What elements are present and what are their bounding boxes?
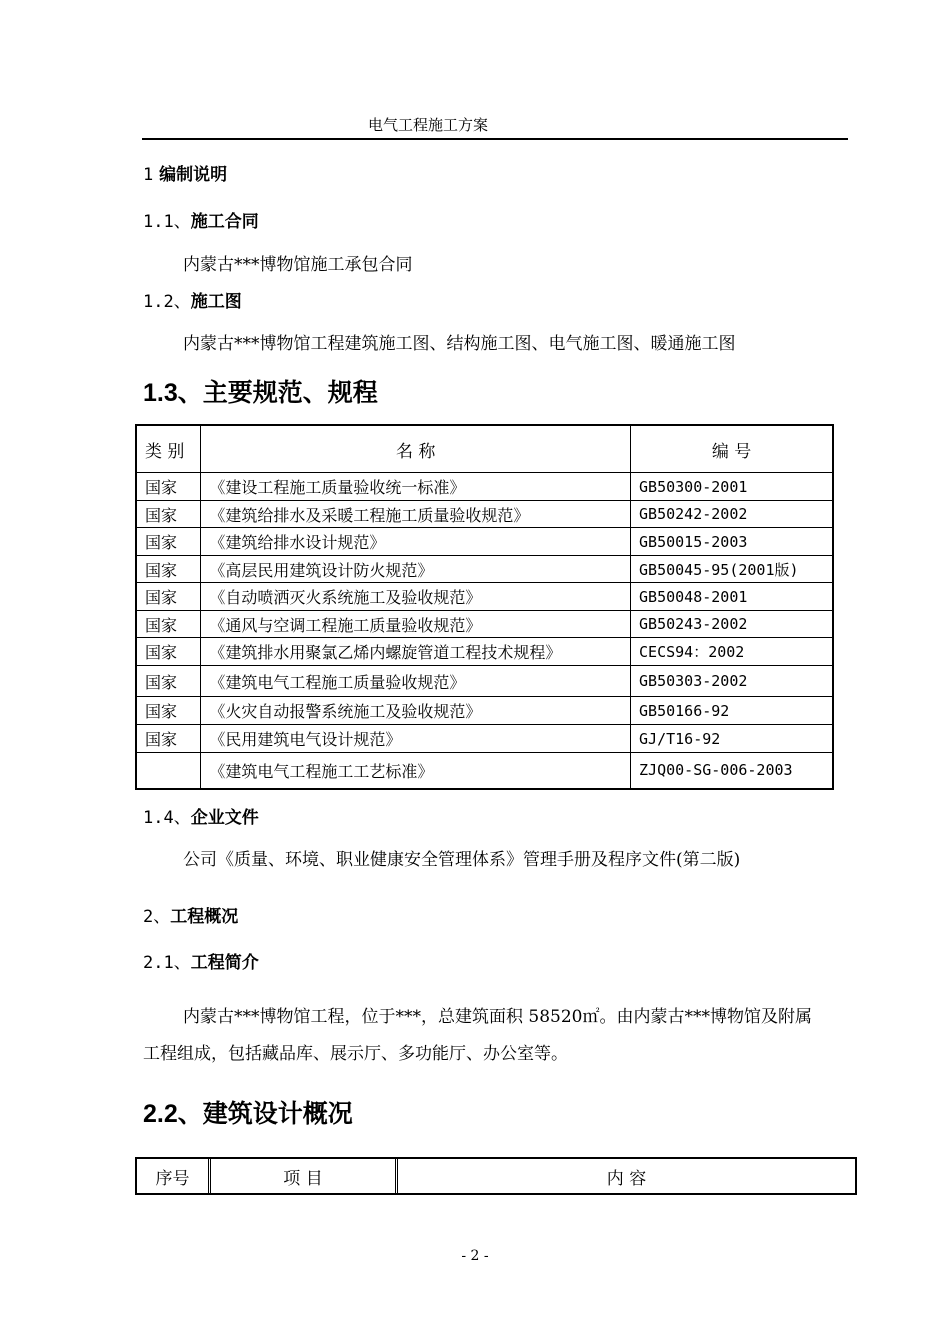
section-1-1-heading: 1.1、施工合同	[143, 212, 259, 232]
row-name: 《通风与空调工程施工质量验收规范》	[201, 611, 631, 638]
section-1-1-body: 内蒙古***博物馆施工承包合同	[183, 255, 413, 275]
row-code: GB50242-2002	[631, 501, 833, 528]
row-code: GB50166-92	[631, 697, 833, 725]
section-2-heading: 2、工程概况	[143, 907, 239, 927]
row-category: 国家	[136, 611, 201, 638]
table-row	[136, 666, 833, 697]
row-category	[136, 753, 201, 789]
row-code: ZJQ00-SG-006-2003	[631, 753, 833, 789]
row-name: 《高层民用建筑设计防火规范》	[201, 556, 631, 583]
section-2-1-body-line2: 工程组成，包括藏品库、展示厅、多功能厅、办公室等。	[143, 1044, 568, 1064]
architecture-table	[135, 1157, 857, 1195]
architecture-table-header	[137, 1159, 855, 1193]
row-category: 国家	[136, 638, 201, 666]
table-row	[136, 583, 833, 611]
table-row	[136, 611, 833, 638]
row-name: 《建筑电气工程施工质量验收规范》	[201, 666, 631, 697]
row-name: 《建筑排水用聚氯乙烯内螺旋管道工程技术规程》	[201, 638, 631, 666]
row-category: 国家	[136, 666, 201, 697]
section-1-3-heading: 1.3、主要规范、规程	[143, 379, 378, 407]
row-code: GB50015-2003	[631, 528, 833, 556]
row-code: CECS94：2002	[631, 638, 833, 666]
header-rule	[142, 138, 848, 140]
table-row	[136, 501, 833, 528]
row-category: 国家	[136, 556, 201, 583]
row-name: 《建筑给排水及采暖工程施工质量验收规范》	[201, 501, 631, 528]
row-code: GB50243-2002	[631, 611, 833, 638]
row-name: 《建筑电气工程施工工艺标准》	[201, 753, 631, 789]
table-row	[136, 638, 833, 666]
section-1-2-body: 内蒙古***博物馆工程建筑施工图、结构施工图、电气施工图、暖通施工图	[183, 334, 736, 354]
section-2-1-heading: 2.1、工程简介	[143, 953, 259, 973]
header-content: 内 容	[395, 1159, 855, 1193]
section-1-2-heading: 1.2、施工图	[143, 292, 242, 312]
row-name: 《建筑给排水设计规范》	[201, 528, 631, 556]
header-code: 编 号	[631, 425, 833, 473]
row-code: GJ/T16-92	[631, 725, 833, 753]
row-code: GB50303-2002	[631, 666, 833, 697]
header-name: 名 称	[201, 425, 631, 473]
row-category: 国家	[136, 528, 201, 556]
row-category: 国家	[136, 501, 201, 528]
header-item: 项 目	[208, 1159, 395, 1193]
page-number: - 2 -	[461, 1248, 489, 1264]
row-name: 《建设工程施工质量验收统一标准》	[201, 473, 631, 501]
row-code: GB50300-2001	[631, 473, 833, 501]
row-code: GB50045-95(2001版)	[631, 556, 833, 583]
header-category: 类 别	[136, 425, 201, 473]
table-row	[136, 697, 833, 725]
row-category: 国家	[136, 697, 201, 725]
header-seq: 序号	[155, 1168, 190, 1189]
section-2-1-body-line1: 内蒙古***博物馆工程，位于***，总建筑面积 58520㎡。由内蒙古***博物馆及附属	[183, 1007, 812, 1027]
page-header-title: 电气工程施工方案	[368, 116, 489, 134]
table-row	[136, 725, 833, 753]
row-name: 《自动喷洒灭火系统施工及验收规范》	[201, 583, 631, 611]
table-row	[136, 528, 833, 556]
row-category: 国家	[136, 583, 201, 611]
row-category: 国家	[136, 725, 201, 753]
standards-table	[135, 424, 834, 790]
table-row	[136, 753, 833, 789]
section-1-heading: 1 编制说明	[143, 165, 228, 185]
row-name: 《火灾自动报警系统施工及验收规范》	[201, 697, 631, 725]
table-row	[136, 556, 833, 583]
standards-table-header	[136, 425, 833, 473]
row-category: 国家	[136, 473, 201, 501]
section-1-4-heading: 1.4、企业文件	[143, 808, 259, 828]
table-row	[136, 473, 833, 501]
row-name: 《民用建筑电气设计规范》	[201, 725, 631, 753]
section-1-4-body: 公司《质量、环境、职业健康安全管理体系》管理手册及程序文件(第二版)	[183, 850, 741, 870]
section-2-2-heading: 2.2、建筑设计概况	[143, 1100, 353, 1128]
row-code: GB50048-2001	[631, 583, 833, 611]
